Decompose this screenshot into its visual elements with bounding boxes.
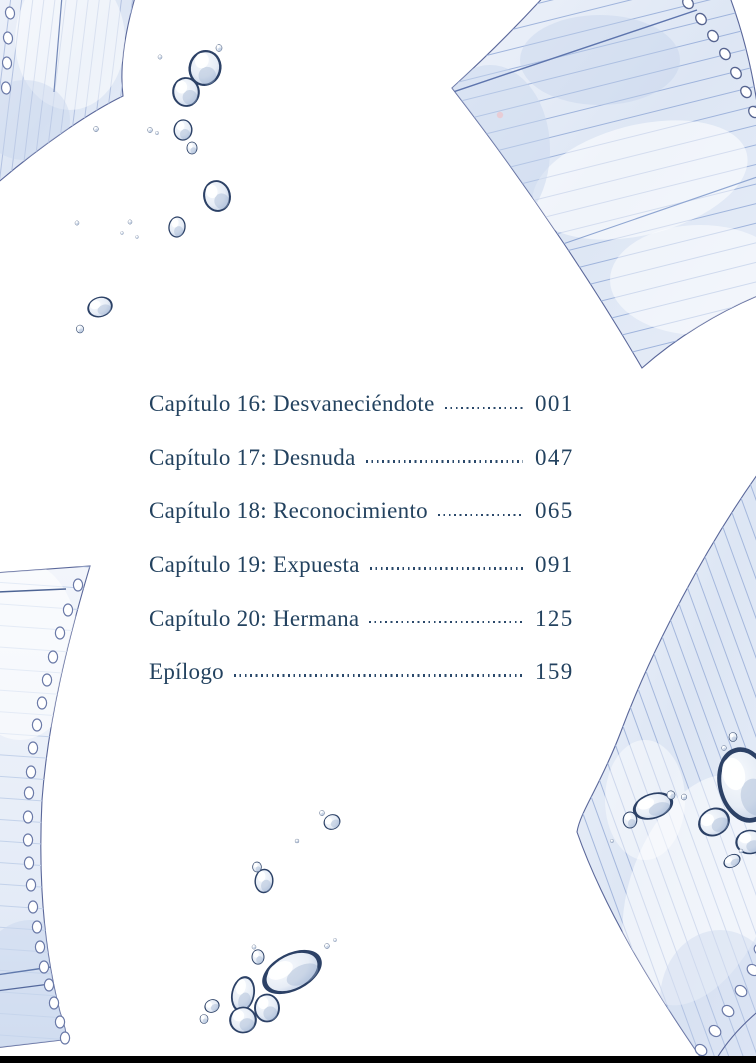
toc-dotted-leader xyxy=(234,674,523,677)
toc-page-number: 065 xyxy=(535,498,574,524)
toc-entry-title: Epílogo xyxy=(149,659,224,685)
toc-page-number: 125 xyxy=(535,605,574,631)
toc-page-number: 159 xyxy=(535,659,574,685)
notebook-paper-scrap-top-left xyxy=(0,0,144,194)
toc-dotted-leader xyxy=(438,514,523,517)
toc-entry xyxy=(149,431,581,485)
toc-page-number: 001 xyxy=(535,391,574,417)
toc-entry-title: Capítulo 19: Expuesta xyxy=(149,552,360,578)
toc-dotted-leader xyxy=(366,460,523,463)
toc-page-number: 047 xyxy=(535,444,574,470)
toc-entry-title: Capítulo 16: Desvaneciéndote xyxy=(149,391,435,417)
water-droplets-bottom-center xyxy=(200,810,342,1033)
toc-entry-title: Capítulo 17: Desnuda xyxy=(149,444,356,470)
notebook-paper-scrap-top-right xyxy=(430,0,756,380)
toc-entry xyxy=(149,538,581,592)
toc-dotted-leader xyxy=(369,621,523,624)
toc-dotted-leader xyxy=(445,407,523,410)
black-edge-bar xyxy=(0,1056,756,1063)
toc-entry xyxy=(149,377,581,431)
notebook-paper-scrap-left xyxy=(0,560,104,1060)
toc-entry xyxy=(149,484,581,538)
toc-entry-title: Capítulo 20: Hermana xyxy=(149,605,360,631)
toc-entry xyxy=(149,591,581,645)
toc-page-number: 091 xyxy=(535,552,574,578)
toc-dotted-leader xyxy=(370,567,523,570)
toc-entry-title: Capítulo 18: Reconocimiento xyxy=(149,498,428,524)
table-of-contents xyxy=(149,377,581,699)
toc-entry xyxy=(149,645,581,699)
